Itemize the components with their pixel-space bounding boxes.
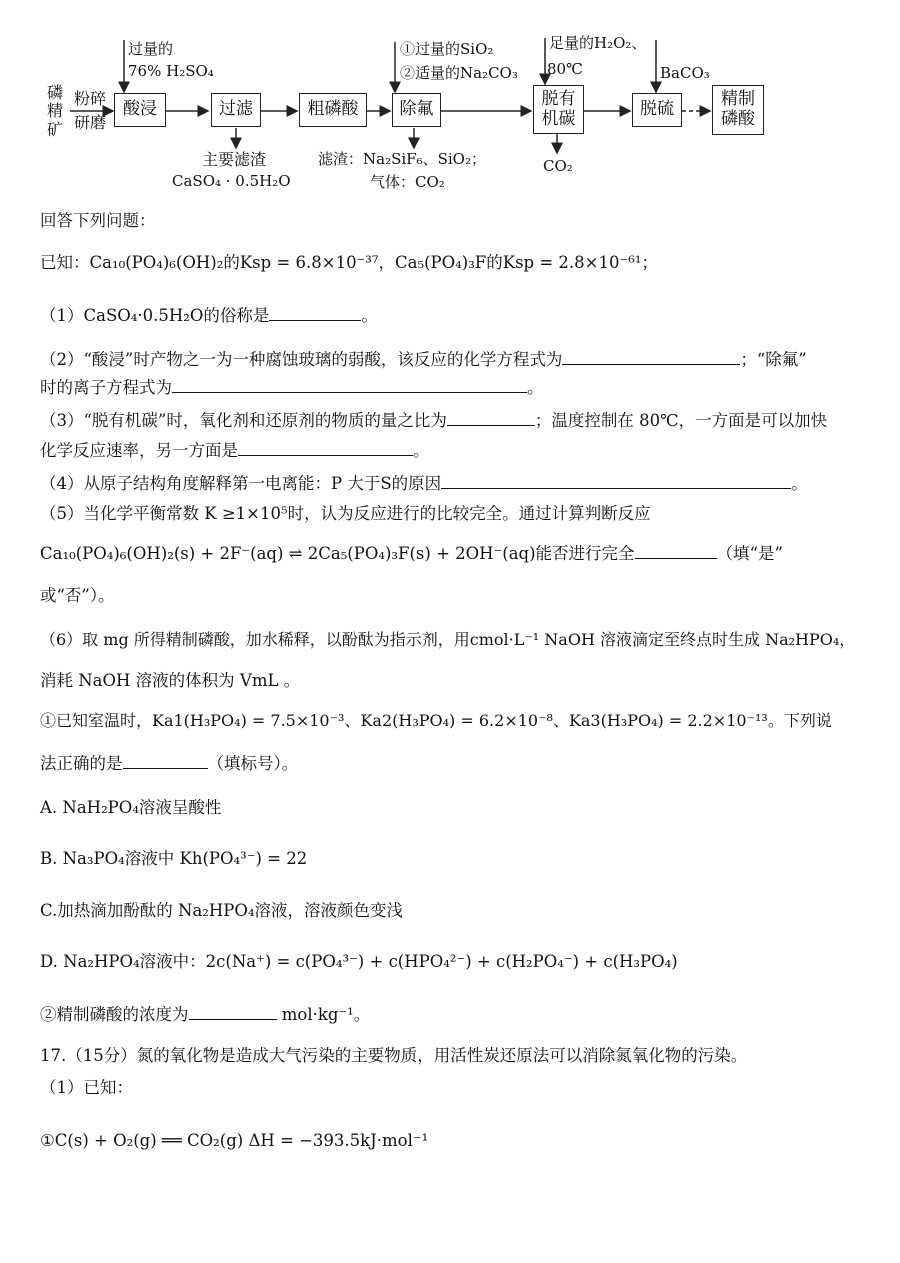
- q2a-end: ；“除氟”: [740, 350, 807, 369]
- question-6b: 消耗 NaOH 溶液的体积为 VmL 。: [40, 671, 301, 690]
- q2a-answer-blank[interactable]: [562, 363, 740, 365]
- defl-input-label-1: ①过量的SiO₂: [400, 40, 494, 58]
- box-desulfurization: 脱硫: [632, 93, 682, 127]
- q4-answer-blank[interactable]: [441, 487, 791, 489]
- question-5a: （5）当化学平衡常数 K ≥1×10⁵时，认为反应进行的比较完全。通过计算判断反应: [40, 504, 651, 523]
- carbon-input-label-1: 足量的H₂O₂、: [549, 34, 647, 52]
- q5b-text: Ca₁₀(PO₄)₆(OH)₂(s) + 2F⁻(aq) ⇌ 2Ca₅(PO₄)₃F(s) + 2OH⁻(aq)能否进行完全: [40, 544, 635, 563]
- q6e-end: mol·kg⁻¹。: [281, 1005, 371, 1024]
- residue-label-1: 主要滤渣: [202, 150, 267, 169]
- acid-input-label-2: 76% H₂SO₄: [128, 62, 214, 80]
- q2a-text: （2）“酸浸”时产物之一为一种腐蚀玻璃的弱酸，该反应的化学方程式为: [40, 350, 563, 369]
- q6d-text: 法正确的是: [40, 754, 123, 773]
- answer-heading: 回答下列问题：: [40, 211, 156, 230]
- defl-output-label-2: 气体：CO₂: [370, 173, 445, 191]
- baco3-input-label: BaCO₃: [660, 64, 710, 82]
- residue-label-2: CaSO₄ · 0.5H₂O: [172, 172, 291, 190]
- pretreat-label-1: 粉碎: [74, 89, 107, 108]
- process-flowchart: [0, 0, 900, 200]
- co2-output-label: CO₂: [543, 157, 573, 175]
- box-final-line-1: 精制: [721, 89, 755, 110]
- q3b-text: 化学反应速率，另一方面是: [40, 441, 238, 460]
- question-6e: [40, 1004, 370, 1025]
- q4-text: （4）从原子结构角度解释第一电离能：P 大于S的原因: [40, 474, 442, 493]
- question-6d: [40, 753, 298, 774]
- q5-answer-blank[interactable]: [635, 557, 717, 559]
- question-6c: ①已知室温时，Ka1(H₃PO₄) = 7.5×10⁻³、Ka2(H₃PO₄) = 6.2×10⁻⁸、Ka3(H₃PO₄) = 2.2×10⁻¹³。下列说: [40, 711, 832, 730]
- option-c: C.加热滴加酚酞的 Na₂HPO₄溶液，溶液颜色变浅: [40, 901, 404, 920]
- box-acid-leach: 酸浸: [114, 93, 166, 127]
- defl-input-label-2: ②适量的Na₂CO₃: [400, 64, 518, 82]
- question-2b: [40, 377, 544, 398]
- q6e-text: ②精制磷酸的浓度为: [40, 1005, 189, 1024]
- question-5b: [40, 543, 783, 564]
- problem-17: 17.（15分）氮的氧化物是造成大气污染的主要物质，用活性炭还原法可以消除氮氧化物的污染。: [40, 1046, 748, 1065]
- option-a: A. NaH₂PO₄溶液呈酸性: [40, 798, 222, 817]
- box-carbon-line-1: 脱有: [541, 88, 576, 109]
- q2b-answer-blank[interactable]: [172, 391, 527, 393]
- question-6a: （6）取 mg 所得精制磷酸，加水稀释，以酚酞为指示剂，用cmol·L⁻¹ NaOH 溶液滴定至终点时生成 Na₂HPO₄，: [40, 630, 856, 649]
- q3a-end: ；温度控制在 80℃，一方面是可以加快: [534, 411, 828, 430]
- known-ksp: 已知：Ca₁₀(PO₄)₆(OH)₂的Ksp = 6.8×10⁻³⁷，Ca₅(PO₄)₃F的Ksp = 2.8×10⁻⁶¹；: [40, 253, 658, 272]
- pretreat-label-2: 研磨: [74, 113, 107, 132]
- box-defluorination: 除氟: [392, 93, 441, 127]
- raw-material-label: 磷精矿: [46, 83, 63, 139]
- option-d: D. Na₂HPO₄溶液中：2c(Na⁺) = c(PO₄³⁻) + c(HPO₄²⁻) + c(H₂PO₄⁻) + c(H₃PO₄): [40, 952, 678, 971]
- question-1: [40, 305, 378, 326]
- question-4: [40, 473, 808, 494]
- box-filter: 过滤: [211, 93, 261, 127]
- problem-17-part-1: （1）已知：: [40, 1078, 133, 1097]
- q4-end: 。: [791, 474, 808, 493]
- question-2a: [40, 349, 807, 370]
- q3b-answer-blank[interactable]: [238, 454, 413, 456]
- defl-output-label-1: 滤渣：Na₂SiF₆、SiO₂；: [318, 150, 486, 168]
- box-refined-acid: [712, 85, 764, 135]
- carbon-input-label-2: 80℃: [547, 60, 583, 78]
- q1-text: （1）CaSO₄·0.5H₂O的俗称是: [40, 306, 270, 325]
- box-organic-carbon-removal: [533, 85, 584, 134]
- option-b: B. Na₃PO₄溶液中 Kh(PO₄³⁻) = 22: [40, 849, 308, 868]
- box-final-line-2: 磷酸: [721, 109, 755, 129]
- q2b-text: 时的离子方程式为: [40, 378, 172, 397]
- q5b-end: （填“是”: [716, 544, 783, 563]
- q6d-answer-blank[interactable]: [123, 767, 208, 769]
- question-5c: 或“否”）。: [40, 586, 115, 605]
- q6d-end: （填标号）。: [207, 754, 299, 773]
- q2b-end: 。: [527, 378, 544, 397]
- q1-answer-blank[interactable]: [269, 319, 361, 321]
- equation-1: ①C(s) + O₂(g) ══ CO₂(g) ΔH = −393.5kJ·mol⁻¹: [40, 1131, 429, 1150]
- question-3b: [40, 440, 430, 461]
- box-crude-acid: 粗磷酸: [299, 93, 367, 127]
- q3a-answer-blank[interactable]: [447, 424, 535, 426]
- question-3a: [40, 410, 827, 431]
- acid-input-label-1: 过量的: [128, 40, 174, 58]
- q3b-end: 。: [413, 441, 430, 460]
- q6e-answer-blank[interactable]: [189, 1018, 277, 1020]
- box-carbon-line-2: 机碳: [541, 108, 576, 129]
- q1-end: 。: [361, 306, 378, 325]
- q3a-text: （3）“脱有机碳”时，氧化剂和还原剂的物质的量之比为: [40, 411, 447, 430]
